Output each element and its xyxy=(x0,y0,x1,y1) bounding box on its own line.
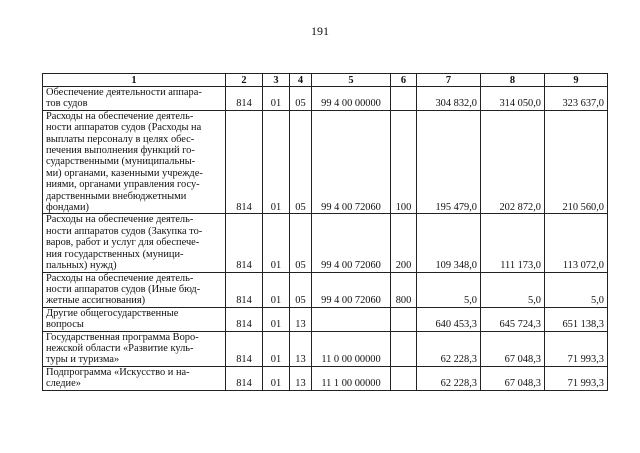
header-cell: 4 xyxy=(290,74,312,87)
ministry-code-cell: 814 xyxy=(226,307,263,331)
row-name-line: тов судов xyxy=(46,98,88,110)
subsection-code-cell: 13 xyxy=(290,331,312,366)
row-name-line: ми) органами, казенными учрежде- xyxy=(46,167,203,179)
amount-cell-col9: 113 072,0 xyxy=(545,214,608,272)
amount-cell-col7: 640 453,3 xyxy=(417,307,481,331)
amount-cell-col9: 71 993,3 xyxy=(545,331,608,366)
ministry-code-cell: 814 xyxy=(226,331,263,366)
expense-type-cell: 200 xyxy=(391,214,417,272)
ministry-code-cell: 814 xyxy=(226,214,263,272)
row-name-line: пальных) нужд) xyxy=(46,260,117,272)
ministry-code-cell: 814 xyxy=(226,366,263,390)
row-name-line: ния государственных (муници- xyxy=(46,248,184,260)
row-name-line: жетные ассигнования) xyxy=(46,295,146,307)
section-code-cell: 01 xyxy=(263,214,290,272)
expense-type-cell: 100 xyxy=(391,110,417,214)
table-row xyxy=(43,87,608,111)
amount-cell-col7: 62 228,3 xyxy=(417,366,481,390)
amount-cell-col9: 71 993,3 xyxy=(545,366,608,390)
subsection-code-cell: 05 xyxy=(290,110,312,214)
amount-cell-col8: 314 050,0 xyxy=(481,87,545,111)
table-row xyxy=(43,366,608,390)
header-cell: 3 xyxy=(263,74,290,87)
target-article-cell: 11 1 00 00000 xyxy=(312,366,391,390)
budget-table xyxy=(42,73,608,391)
row-name-line: выплаты персоналу в целях обес- xyxy=(46,133,195,145)
expense-type-cell xyxy=(391,307,417,331)
table-row xyxy=(43,272,608,307)
page-number: 191 xyxy=(311,24,329,38)
row-name-line: Расходы на обеспечение деятель- xyxy=(46,272,194,284)
row-name-line: Государственная программа Воро- xyxy=(46,331,199,343)
header-cell: 1 xyxy=(43,74,226,87)
header-cell: 2 xyxy=(226,74,263,87)
row-name-cell xyxy=(43,214,226,272)
row-name-line: дарственными внебюджетными xyxy=(46,190,187,202)
amount-cell-col9: 5,0 xyxy=(545,272,608,307)
row-name-cell xyxy=(43,307,226,331)
expense-type-cell: 800 xyxy=(391,272,417,307)
row-name-line: варов, работ и услуг для обеспече- xyxy=(46,237,200,249)
expense-type-cell xyxy=(391,366,417,390)
row-name-cell xyxy=(43,110,226,214)
amount-cell-col9: 323 637,0 xyxy=(545,87,608,111)
row-name-cell xyxy=(43,87,226,111)
amount-cell-col7: 62 228,3 xyxy=(417,331,481,366)
amount-cell-col7: 195 479,0 xyxy=(417,110,481,214)
subsection-code-cell: 13 xyxy=(290,366,312,390)
amount-cell-col8: 67 048,3 xyxy=(481,366,545,390)
table-row xyxy=(43,331,608,366)
row-name-line: сударственными (муниципальны- xyxy=(46,156,196,168)
row-name-line: печения выполнения функций го- xyxy=(46,145,195,157)
row-name-line: туры и туризма» xyxy=(46,354,120,366)
subsection-code-cell: 05 xyxy=(290,214,312,272)
ministry-code-cell: 814 xyxy=(226,110,263,214)
header-cell: 9 xyxy=(545,74,608,87)
row-name-line: ности аппаратов судов (Иные бюд- xyxy=(46,283,201,295)
header-cell: 6 xyxy=(391,74,417,87)
expense-type-cell xyxy=(391,331,417,366)
subsection-code-cell: 13 xyxy=(290,307,312,331)
row-name-cell xyxy=(43,366,226,390)
row-name-line: фондами) xyxy=(46,202,89,214)
row-name-line: Расходы на обеспечение деятель- xyxy=(46,214,194,226)
amount-cell-col8: 67 048,3 xyxy=(481,331,545,366)
amount-cell-col8: 111 173,0 xyxy=(481,214,545,272)
section-code-cell: 01 xyxy=(263,110,290,214)
row-name-line: Подпрограмма «Искусство и на- xyxy=(46,366,190,378)
amount-cell-col7: 5,0 xyxy=(417,272,481,307)
header-row xyxy=(43,74,608,87)
row-name-line: Обеспечение деятельности аппара- xyxy=(46,87,202,98)
amount-cell-col9: 651 138,3 xyxy=(545,307,608,331)
section-code-cell: 01 xyxy=(263,366,290,390)
section-code-cell: 01 xyxy=(263,307,290,331)
row-name-line: Другие общегосударственные xyxy=(46,307,179,319)
target-article-cell: 99 4 00 72060 xyxy=(312,272,391,307)
target-article-cell: 99 4 00 00000 xyxy=(312,87,391,111)
target-article-cell: 99 4 00 72060 xyxy=(312,110,391,214)
amount-cell-col7: 304 832,0 xyxy=(417,87,481,111)
row-name-line: ности аппаратов судов (Расходы на xyxy=(46,122,202,134)
row-name-line: ниями, органами управления госу- xyxy=(46,179,200,191)
header-cell: 7 xyxy=(417,74,481,87)
header-cell: 8 xyxy=(481,74,545,87)
section-code-cell: 01 xyxy=(263,87,290,111)
subsection-code-cell: 05 xyxy=(290,272,312,307)
amount-cell-col8: 645 724,3 xyxy=(481,307,545,331)
section-code-cell: 01 xyxy=(263,272,290,307)
header-cell: 5 xyxy=(312,74,391,87)
ministry-code-cell: 814 xyxy=(226,272,263,307)
ministry-code-cell: 814 xyxy=(226,87,263,111)
row-name-line: следие» xyxy=(46,378,81,390)
row-name-cell xyxy=(43,331,226,366)
target-article-cell: 99 4 00 72060 xyxy=(312,214,391,272)
row-name-line: нежской области «Развитие куль- xyxy=(46,342,194,354)
table-row xyxy=(43,307,608,331)
expense-type-cell xyxy=(391,87,417,111)
row-name-line: ности аппаратов судов (Закупка то- xyxy=(46,225,203,237)
amount-cell-col8: 202 872,0 xyxy=(481,110,545,214)
target-article-cell: 11 0 00 00000 xyxy=(312,331,391,366)
section-code-cell: 01 xyxy=(263,331,290,366)
table-row xyxy=(43,214,608,272)
amount-cell-col7: 109 348,0 xyxy=(417,214,481,272)
row-name-cell xyxy=(43,272,226,307)
target-article-cell xyxy=(312,307,391,331)
table-row xyxy=(43,110,608,214)
row-name-line: Расходы на обеспечение деятель- xyxy=(46,110,194,122)
amount-cell-col8: 5,0 xyxy=(481,272,545,307)
amount-cell-col9: 210 560,0 xyxy=(545,110,608,214)
row-name-line: вопросы xyxy=(46,319,84,331)
subsection-code-cell: 05 xyxy=(290,87,312,111)
